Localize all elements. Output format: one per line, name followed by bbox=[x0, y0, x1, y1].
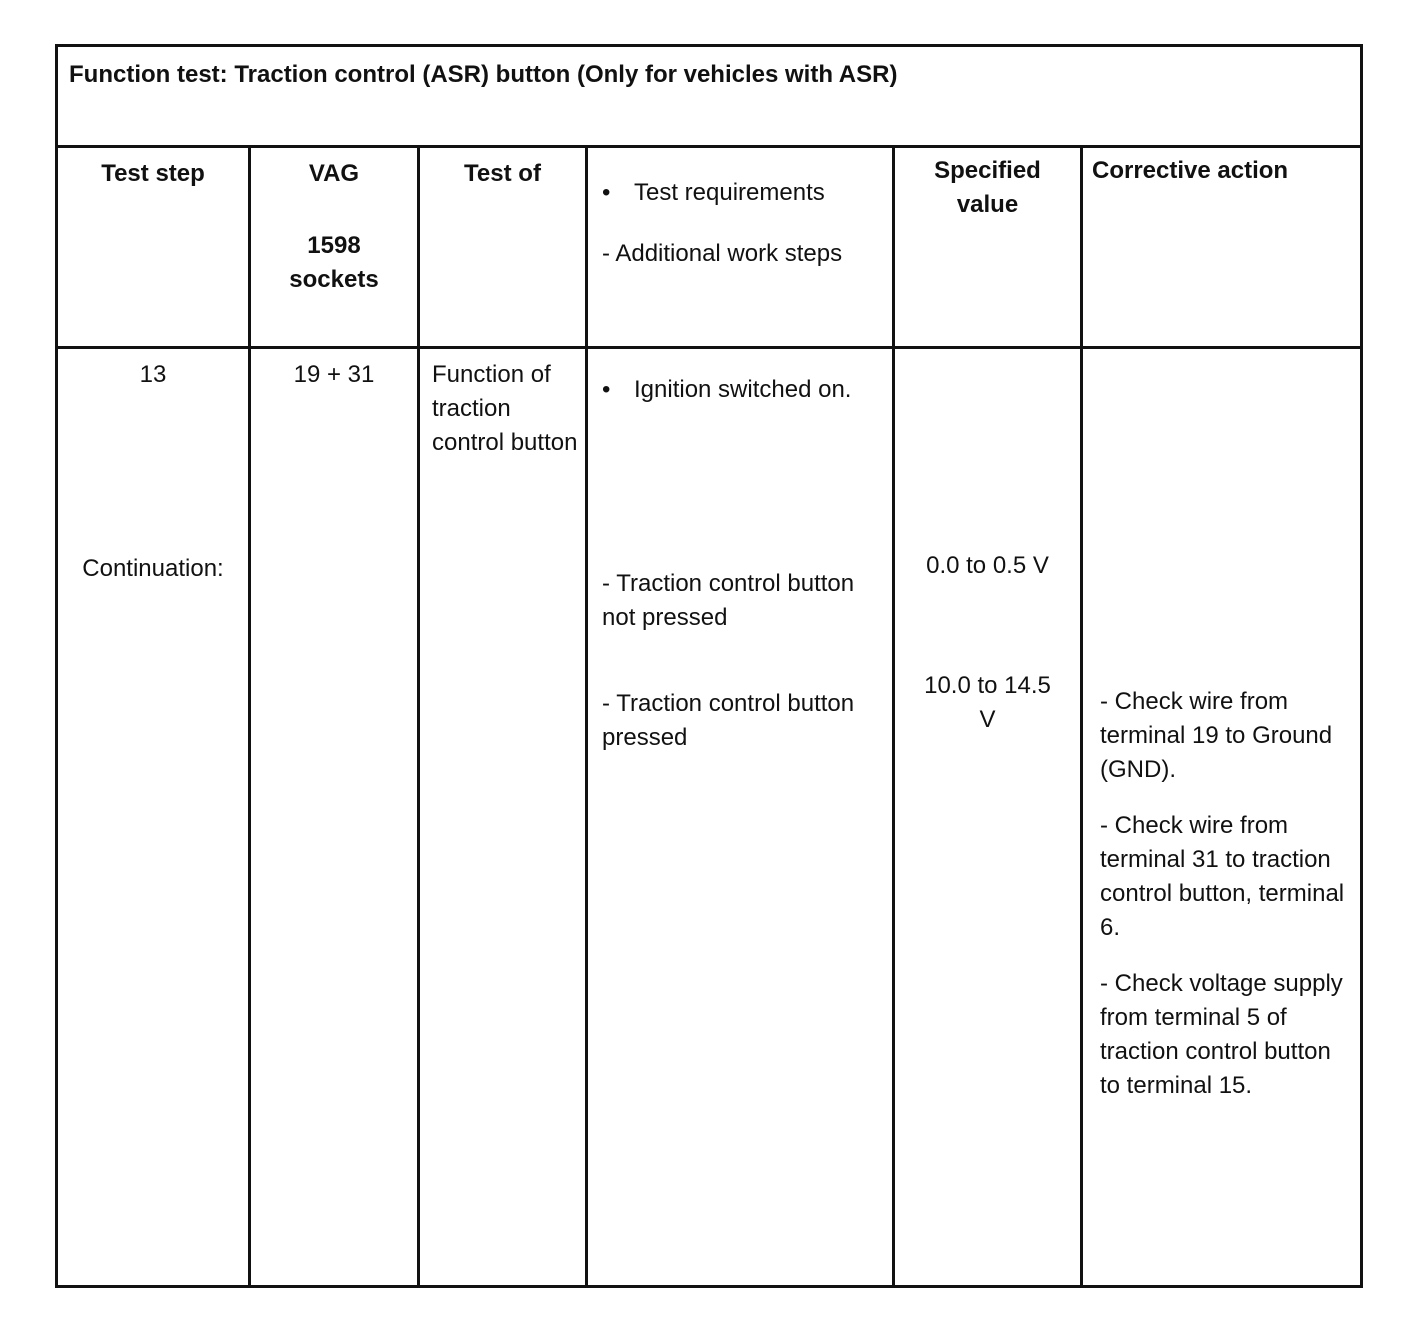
table-title-row bbox=[58, 47, 1360, 148]
requirement-ignition: • Ignition switched on. bbox=[588, 373, 878, 407]
column-divider bbox=[248, 148, 251, 1285]
corrective-actions-list bbox=[1100, 685, 1350, 1103]
test-of-value: Function of traction control button bbox=[432, 361, 578, 456]
header-specified-value: Specified value bbox=[934, 157, 1041, 218]
work-step-not-pressed: - Traction control button not pressed bbox=[602, 570, 855, 631]
header-corrective-action: Corrective action bbox=[1092, 157, 1289, 184]
bullet-icon: • bbox=[602, 179, 611, 206]
function-test-table bbox=[55, 44, 1363, 1288]
table-title: Function test: Traction control (ASR) button (Only for vehicles with ASR) bbox=[69, 61, 898, 88]
bullet-icon: • bbox=[602, 376, 611, 403]
vag-sockets-value: 19 + 31 bbox=[293, 361, 375, 388]
header-test-requirements: • Test requirements - Additional work steps bbox=[588, 176, 892, 271]
specified-value-pressed: 10.0 to 14.5 V bbox=[924, 672, 1051, 733]
column-divider bbox=[417, 148, 420, 1285]
header-test-step: Test step bbox=[101, 160, 205, 187]
specified-value-not-pressed: 0.0 to 0.5 V bbox=[926, 552, 1049, 579]
corrective-action-item: - Check voltage supply from terminal 5 of traction control button to terminal 15. bbox=[1100, 970, 1343, 1099]
continuation-label: Continuation: bbox=[82, 555, 224, 582]
column-divider bbox=[585, 148, 588, 1285]
column-divider bbox=[1080, 148, 1083, 1285]
header-vag-sockets: VAG 1598 sockets bbox=[289, 160, 379, 293]
corrective-action-item: - Check wire from terminal 31 to traction control button, terminal 6. bbox=[1100, 812, 1345, 941]
test-step-number: 13 bbox=[139, 361, 167, 388]
work-step-pressed: - Traction control button pressed bbox=[602, 690, 855, 751]
corrective-action-item: - Check wire from terminal 19 to Ground (GND). bbox=[1100, 688, 1333, 783]
header-test-of: Test of bbox=[464, 160, 541, 187]
